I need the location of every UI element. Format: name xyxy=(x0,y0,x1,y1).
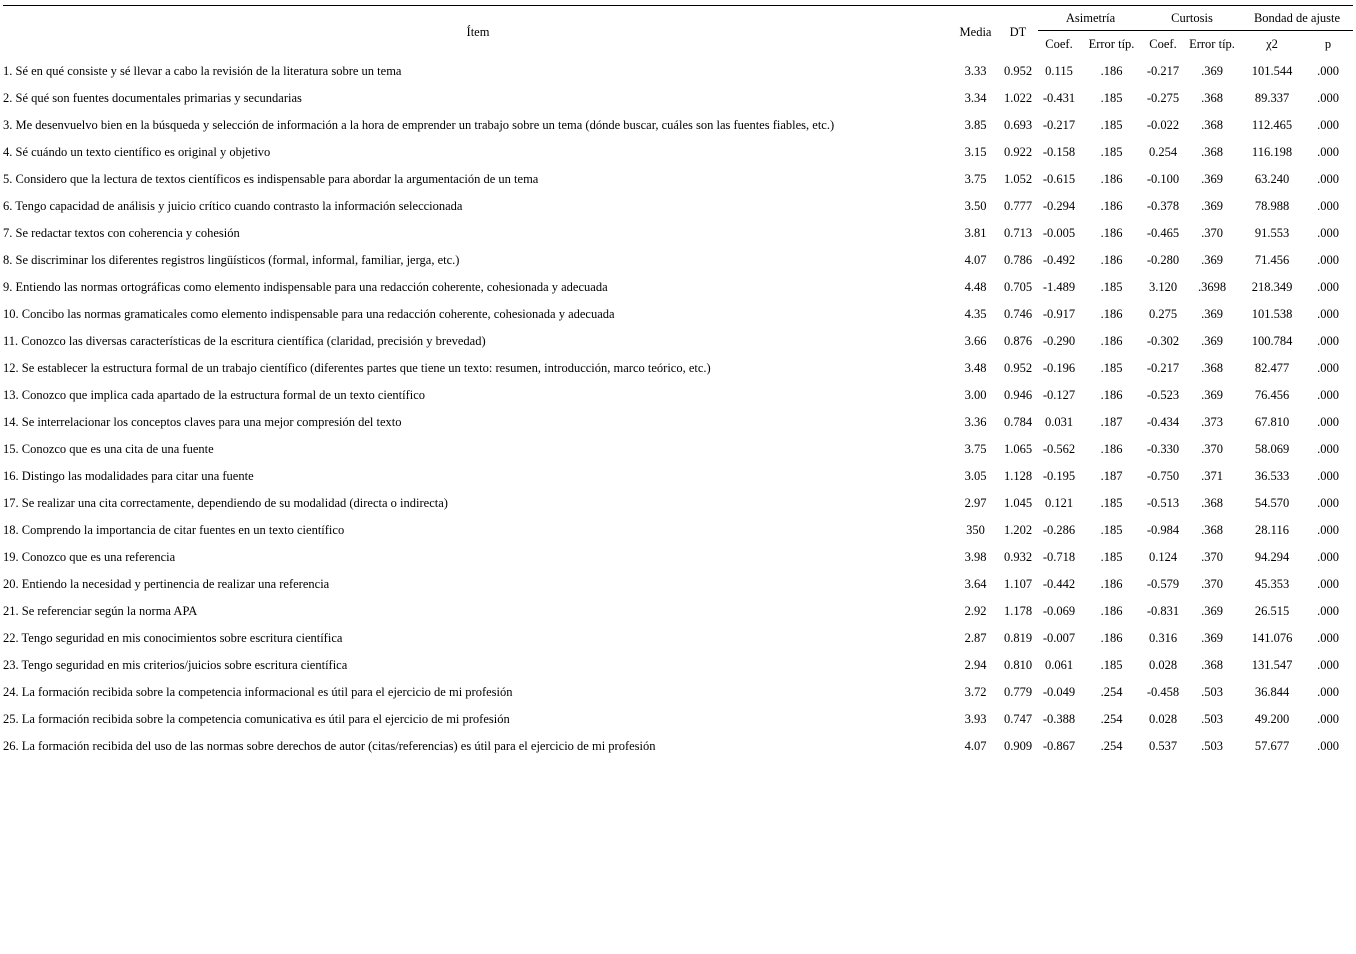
cell-dt: 1.107 xyxy=(1003,577,1033,591)
cell-asimetria-error: .186 xyxy=(1100,334,1123,348)
cell-chi2: 101.538 xyxy=(1251,307,1293,321)
cell-chi2: 67.810 xyxy=(1254,415,1290,429)
cell-curtosis-error: .371 xyxy=(1201,469,1223,483)
cell-curtosis-coef: -0.434 xyxy=(1146,415,1180,429)
cell-media: 3.66 xyxy=(964,334,987,348)
cell-asimetria-coef: -0.158 xyxy=(1042,145,1076,159)
header-item: Ítem xyxy=(3,6,953,59)
cell-media: 3.93 xyxy=(964,712,987,726)
cell-media: 3.85 xyxy=(964,118,987,132)
cell-p: .000 xyxy=(1317,91,1339,105)
cell-asimetria-error: .187 xyxy=(1100,469,1123,483)
cell-asimetria-coef: -0.867 xyxy=(1042,739,1076,753)
cell-chi2: 89.337 xyxy=(1254,91,1290,105)
cell-dt: 0.746 xyxy=(1003,307,1033,321)
cell-curtosis-error: .370 xyxy=(1201,577,1223,591)
cell-curtosis-error: .369 xyxy=(1201,199,1223,213)
cell-chi2: 91.553 xyxy=(1254,226,1290,240)
cell-chi2: 76.456 xyxy=(1254,388,1290,402)
cell-chi2: 101.544 xyxy=(1251,64,1293,78)
header-asimetria-coef: Coef. xyxy=(1045,37,1073,51)
cell-p: .000 xyxy=(1317,496,1339,510)
cell-curtosis-coef: 0.124 xyxy=(1148,550,1178,564)
cell-asimetria-error: .186 xyxy=(1100,226,1123,240)
cell-dt: 0.784 xyxy=(1003,415,1033,429)
cell-asimetria-coef: -0.069 xyxy=(1042,604,1076,618)
cell-asimetria-coef: -0.917 xyxy=(1042,307,1076,321)
cell-dt: 0.819 xyxy=(1003,631,1033,645)
table-row xyxy=(3,139,1353,166)
cell-dt: 0.810 xyxy=(1003,658,1033,672)
cell-asimetria-error: .185 xyxy=(1100,145,1123,159)
cell-p: .000 xyxy=(1317,442,1339,456)
cell-item: 5. Considero que la lectura de textos científicos es indispensable para abordar la argumentación de un tema xyxy=(3,172,539,186)
cell-asimetria-error: .186 xyxy=(1100,307,1123,321)
header-bondad-de-ajuste: Bondad de ajuste xyxy=(1241,6,1353,31)
cell-item: 3. Me desenvuelvo bien en la búsqueda y selección de información a la hora de emprender un trabajo sobre un tema (dónde buscar, cuáles son las fuentes fiables, etc.) xyxy=(3,118,835,132)
cell-curtosis-error: .369 xyxy=(1201,388,1223,402)
cell-curtosis-coef: 0.537 xyxy=(1148,739,1178,753)
cell-curtosis-error: .369 xyxy=(1201,253,1223,267)
table-row xyxy=(3,220,1353,247)
cell-curtosis-coef: -0.378 xyxy=(1146,199,1180,213)
cell-media: 3.00 xyxy=(964,388,987,402)
cell-item: 1. Sé en qué consiste y sé llevar a cabo la revisión de la literatura sobre un tema xyxy=(3,64,402,78)
cell-item: 12. Se establecer la estructura formal de un trabajo científico (diferentes partes que tiene un texto: resumen, introducción, marco teórico, etc.) xyxy=(3,361,711,375)
cell-dt: 1.128 xyxy=(1003,469,1033,483)
header-asimetria-error: Error típ. xyxy=(1088,37,1135,51)
cell-p: .000 xyxy=(1317,658,1339,672)
cell-asimetria-coef: -0.127 xyxy=(1042,388,1076,402)
table-row xyxy=(3,112,1353,139)
cell-asimetria-coef: -0.388 xyxy=(1042,712,1076,726)
cell-item: 14. Se interrelacionar los conceptos claves para una mejor compresión del texto xyxy=(3,415,402,429)
cell-chi2: 78.988 xyxy=(1254,199,1290,213)
cell-item: 9. Entiendo las normas ortográficas como elemento indispensable para una redacción coherente, cohesionada y adecuada xyxy=(3,280,608,294)
cell-curtosis-error: .370 xyxy=(1201,442,1223,456)
cell-media: 2.94 xyxy=(964,658,987,672)
cell-asimetria-coef: -0.492 xyxy=(1042,253,1076,267)
cell-item: 23. Tengo seguridad en mis criterios/juicios sobre escritura científica xyxy=(3,658,348,672)
cell-chi2: 100.784 xyxy=(1251,334,1293,348)
cell-curtosis-coef: -0.984 xyxy=(1146,523,1180,537)
cell-chi2: 57.677 xyxy=(1254,739,1290,753)
cell-asimetria-error: .186 xyxy=(1100,577,1123,591)
cell-p: .000 xyxy=(1317,226,1339,240)
cell-p: .000 xyxy=(1317,469,1339,483)
cell-p: .000 xyxy=(1317,577,1339,591)
cell-dt: 1.045 xyxy=(1003,496,1033,510)
table-row xyxy=(3,301,1353,328)
table-row xyxy=(3,463,1353,490)
cell-media: 3.81 xyxy=(964,226,987,240)
table-row xyxy=(3,706,1353,733)
cell-p: .000 xyxy=(1317,361,1339,375)
cell-asimetria-error: .185 xyxy=(1100,658,1123,672)
cell-curtosis-coef: -0.217 xyxy=(1146,64,1180,78)
cell-asimetria-error: .185 xyxy=(1100,361,1123,375)
cell-asimetria-error: .185 xyxy=(1100,91,1123,105)
cell-asimetria-coef: 0.031 xyxy=(1044,415,1074,429)
cell-media: 3.48 xyxy=(964,361,987,375)
cell-p: .000 xyxy=(1317,631,1339,645)
cell-asimetria-coef: 0.061 xyxy=(1044,658,1074,672)
table-row xyxy=(3,490,1353,517)
cell-curtosis-coef: 3.120 xyxy=(1148,280,1178,294)
cell-curtosis-coef: 0.254 xyxy=(1148,145,1178,159)
cell-curtosis-error: .503 xyxy=(1201,712,1223,726)
table-row xyxy=(3,571,1353,598)
cell-item: 21. Se referenciar según la norma APA xyxy=(3,604,198,618)
cell-p: .000 xyxy=(1317,604,1339,618)
cell-curtosis-error: .368 xyxy=(1201,658,1223,672)
cell-curtosis-coef: -0.100 xyxy=(1146,172,1180,186)
cell-asimetria-error: .186 xyxy=(1100,442,1123,456)
cell-item: 22. Tengo seguridad en mis conocimientos sobre escritura científica xyxy=(3,631,343,645)
cell-media: 4.07 xyxy=(964,253,987,267)
cell-asimetria-coef: -0.562 xyxy=(1042,442,1076,456)
cell-curtosis-error: .369 xyxy=(1201,631,1223,645)
table-row xyxy=(3,409,1353,436)
cell-asimetria-coef: -0.286 xyxy=(1042,523,1076,537)
cell-chi2: 26.515 xyxy=(1254,604,1290,618)
cell-item: 8. Se discriminar los diferentes registros lingüísticos (formal, informal, familiar, jerga, etc.) xyxy=(3,253,460,267)
cell-asimetria-error: .186 xyxy=(1100,199,1123,213)
table-body xyxy=(3,58,1353,760)
cell-asimetria-coef: -0.615 xyxy=(1042,172,1076,186)
cell-curtosis-coef: -0.022 xyxy=(1146,118,1180,132)
cell-p: .000 xyxy=(1317,739,1339,753)
cell-asimetria-error: .186 xyxy=(1100,604,1123,618)
cell-asimetria-error: .254 xyxy=(1100,739,1123,753)
table-row xyxy=(3,436,1353,463)
cell-curtosis-error: .369 xyxy=(1201,604,1223,618)
cell-chi2: 82.477 xyxy=(1254,361,1290,375)
cell-curtosis-error: .503 xyxy=(1201,685,1223,699)
cell-p: .000 xyxy=(1317,253,1339,267)
cell-chi2: 112.465 xyxy=(1251,118,1293,132)
cell-curtosis-coef: 0.275 xyxy=(1148,307,1178,321)
cell-dt: 0.952 xyxy=(1003,361,1033,375)
cell-asimetria-error: .185 xyxy=(1100,118,1123,132)
cell-item: 10. Concibo las normas gramaticales como elemento indispensable para una redacción coherente, cohesionada y adecuada xyxy=(3,307,615,321)
cell-media: 3.72 xyxy=(964,685,987,699)
cell-curtosis-error: .369 xyxy=(1201,172,1223,186)
cell-p: .000 xyxy=(1317,172,1339,186)
cell-curtosis-coef: -0.217 xyxy=(1146,361,1180,375)
table-row xyxy=(3,733,1353,760)
cell-chi2: 63.240 xyxy=(1254,172,1290,186)
header-p: p xyxy=(1324,37,1332,51)
cell-curtosis-coef: -0.750 xyxy=(1146,469,1180,483)
table-row xyxy=(3,355,1353,382)
cell-curtosis-error: .369 xyxy=(1201,64,1223,78)
cell-asimetria-error: .254 xyxy=(1100,712,1123,726)
cell-curtosis-coef: 0.028 xyxy=(1148,658,1178,672)
cell-item: 20. Entiendo la necesidad y pertinencia de realizar una referencia xyxy=(3,577,330,591)
table-row xyxy=(3,625,1353,652)
cell-asimetria-coef: -0.431 xyxy=(1042,91,1076,105)
cell-asimetria-error: .186 xyxy=(1100,388,1123,402)
cell-curtosis-error: .3698 xyxy=(1197,280,1227,294)
cell-curtosis-error: .370 xyxy=(1201,550,1223,564)
cell-media: 3.64 xyxy=(964,577,987,591)
cell-curtosis-coef: -0.465 xyxy=(1146,226,1180,240)
cell-curtosis-coef: -0.579 xyxy=(1146,577,1180,591)
cell-asimetria-coef: -0.007 xyxy=(1042,631,1076,645)
table-row xyxy=(3,85,1353,112)
cell-curtosis-coef: -0.280 xyxy=(1146,253,1180,267)
table-row xyxy=(3,652,1353,679)
cell-curtosis-coef: -0.458 xyxy=(1146,685,1180,699)
cell-curtosis-coef: -0.302 xyxy=(1146,334,1180,348)
cell-asimetria-coef: -0.049 xyxy=(1042,685,1076,699)
table-header xyxy=(3,6,1353,59)
cell-asimetria-error: .254 xyxy=(1100,685,1123,699)
cell-chi2: 131.547 xyxy=(1251,658,1293,672)
cell-p: .000 xyxy=(1317,118,1339,132)
header-asimetria: Asimetría xyxy=(1038,6,1143,31)
cell-item: 24. La formación recibida sobre la competencia informacional es útil para el ejercicio de mi profesión xyxy=(3,685,513,699)
cell-curtosis-coef: -0.330 xyxy=(1146,442,1180,456)
cell-chi2: 36.844 xyxy=(1254,685,1290,699)
cell-p: .000 xyxy=(1317,712,1339,726)
cell-dt: 1.202 xyxy=(1003,523,1033,537)
cell-item: 18. Comprendo la importancia de citar fuentes en un texto científico xyxy=(3,523,345,537)
header-chi2: χ2 xyxy=(1266,37,1278,51)
cell-item: 26. La formación recibida del uso de las normas sobre derechos de autor (citas/referencias) es útil para el ejercicio de mi profesión xyxy=(3,739,656,753)
cell-p: .000 xyxy=(1317,280,1339,294)
cell-item: 15. Conozco que es una cita de una fuente xyxy=(3,442,214,456)
cell-curtosis-error: .369 xyxy=(1201,334,1223,348)
table-row xyxy=(3,328,1353,355)
cell-chi2: 58.069 xyxy=(1254,442,1290,456)
cell-dt: 0.779 xyxy=(1003,685,1033,699)
cell-dt: 0.786 xyxy=(1003,253,1033,267)
cell-asimetria-error: .187 xyxy=(1100,415,1123,429)
cell-asimetria-coef: 0.121 xyxy=(1044,496,1074,510)
cell-asimetria-coef: -0.196 xyxy=(1042,361,1076,375)
cell-item: 4. Sé cuándo un texto científico es original y objetivo xyxy=(3,145,271,159)
cell-dt: 0.777 xyxy=(1003,199,1033,213)
cell-media: 3.36 xyxy=(964,415,987,429)
cell-media: 350 xyxy=(966,523,985,537)
cell-dt: 0.909 xyxy=(1003,739,1033,753)
cell-curtosis-error: .503 xyxy=(1201,739,1223,753)
cell-chi2: 94.294 xyxy=(1254,550,1290,564)
cell-dt: 1.052 xyxy=(1003,172,1033,186)
cell-media: 3.75 xyxy=(964,172,987,186)
cell-asimetria-error: .186 xyxy=(1100,253,1123,267)
cell-p: .000 xyxy=(1317,334,1339,348)
cell-media: 3.98 xyxy=(964,550,987,564)
cell-curtosis-error: .368 xyxy=(1201,361,1223,375)
cell-dt: 0.932 xyxy=(1003,550,1033,564)
cell-curtosis-coef: -0.831 xyxy=(1146,604,1180,618)
cell-curtosis-error: .369 xyxy=(1201,307,1223,321)
cell-chi2: 45.353 xyxy=(1254,577,1290,591)
cell-p: .000 xyxy=(1317,415,1339,429)
cell-asimetria-coef: -0.718 xyxy=(1042,550,1076,564)
cell-asimetria-coef: -0.195 xyxy=(1042,469,1076,483)
cell-asimetria-error: .186 xyxy=(1100,631,1123,645)
cell-curtosis-coef: -0.275 xyxy=(1146,91,1180,105)
header-curtosis-error: Error típ. xyxy=(1189,37,1235,51)
cell-asimetria-error: .185 xyxy=(1100,280,1123,294)
cell-asimetria-coef: 0.115 xyxy=(1045,64,1073,78)
cell-p: .000 xyxy=(1317,199,1339,213)
cell-dt: 0.946 xyxy=(1003,388,1033,402)
cell-asimetria-coef: -0.442 xyxy=(1042,577,1076,591)
cell-asimetria-error: .185 xyxy=(1100,550,1123,564)
cell-media: 2.92 xyxy=(964,604,987,618)
statistics-table xyxy=(3,5,1353,760)
cell-asimetria-error: .186 xyxy=(1100,64,1123,78)
cell-media: 3.50 xyxy=(964,199,987,213)
cell-curtosis-error: .368 xyxy=(1201,91,1223,105)
table-row xyxy=(3,166,1353,193)
table-row xyxy=(3,517,1353,544)
cell-chi2: 28.116 xyxy=(1255,523,1289,537)
cell-media: 3.15 xyxy=(964,145,987,159)
cell-asimetria-coef: -0.217 xyxy=(1042,118,1076,132)
cell-p: .000 xyxy=(1317,388,1339,402)
header-dt: DT xyxy=(998,6,1038,59)
cell-dt: 0.952 xyxy=(1003,64,1033,78)
cell-dt: 1.065 xyxy=(1003,442,1033,456)
cell-dt: 1.022 xyxy=(1003,91,1033,105)
cell-media: 3.05 xyxy=(964,469,987,483)
cell-asimetria-coef: -0.290 xyxy=(1042,334,1076,348)
cell-media: 2.97 xyxy=(964,496,987,510)
cell-p: .000 xyxy=(1317,685,1339,699)
cell-media: 3.33 xyxy=(964,64,987,78)
table-row xyxy=(3,193,1353,220)
cell-dt: 0.876 xyxy=(1003,334,1033,348)
header-curtosis: Curtosis xyxy=(1143,6,1241,31)
cell-dt: 0.705 xyxy=(1003,280,1033,294)
cell-item: 16. Distingo las modalidades para citar una fuente xyxy=(3,469,254,483)
header-curtosis-coef: Coef. xyxy=(1149,37,1177,51)
cell-media: 2.87 xyxy=(964,631,987,645)
cell-asimetria-error: .186 xyxy=(1100,172,1123,186)
cell-item: 19. Conozco que es una referencia xyxy=(3,550,176,564)
cell-chi2: 54.570 xyxy=(1254,496,1290,510)
header-media: Media xyxy=(953,6,998,59)
cell-curtosis-coef: -0.513 xyxy=(1146,496,1180,510)
table-row xyxy=(3,274,1353,301)
cell-dt: 0.922 xyxy=(1003,145,1033,159)
cell-asimetria-coef: -0.005 xyxy=(1042,226,1076,240)
cell-asimetria-coef: -1.489 xyxy=(1042,280,1076,294)
cell-chi2: 116.198 xyxy=(1251,145,1293,159)
cell-media: 3.75 xyxy=(964,442,987,456)
cell-asimetria-coef: -0.294 xyxy=(1042,199,1076,213)
cell-chi2: 36.533 xyxy=(1254,469,1290,483)
cell-item: 11. Conozco las diversas características de la escritura científica (claridad, precisión y brevedad) xyxy=(3,334,486,348)
cell-media: 4.48 xyxy=(964,280,987,294)
cell-curtosis-error: .370 xyxy=(1201,226,1223,240)
cell-curtosis-error: .368 xyxy=(1201,523,1223,537)
cell-chi2: 218.349 xyxy=(1251,280,1293,294)
table-row xyxy=(3,598,1353,625)
cell-p: .000 xyxy=(1317,550,1339,564)
cell-chi2: 49.200 xyxy=(1254,712,1290,726)
cell-curtosis-coef: -0.523 xyxy=(1146,388,1180,402)
table-row xyxy=(3,247,1353,274)
cell-asimetria-error: .185 xyxy=(1100,496,1123,510)
cell-curtosis-error: .368 xyxy=(1201,496,1223,510)
cell-media: 4.35 xyxy=(964,307,987,321)
table-row xyxy=(3,679,1353,706)
cell-curtosis-error: .373 xyxy=(1201,415,1223,429)
cell-p: .000 xyxy=(1317,64,1339,78)
cell-p: .000 xyxy=(1317,145,1339,159)
cell-media: 3.34 xyxy=(964,91,987,105)
cell-p: .000 xyxy=(1317,523,1339,537)
cell-item: 6. Tengo capacidad de análisis y juicio crítico cuando contrasto la información seleccionada xyxy=(3,199,463,213)
cell-curtosis-coef: 0.028 xyxy=(1148,712,1178,726)
cell-item: 13. Conozco que implica cada apartado de la estructura formal de un texto científico xyxy=(3,388,426,402)
cell-dt: 0.713 xyxy=(1003,226,1033,240)
cell-dt: 1.178 xyxy=(1003,604,1033,618)
cell-chi2: 141.076 xyxy=(1251,631,1293,645)
cell-item: 7. Se redactar textos con coherencia y cohesión xyxy=(3,226,240,240)
table-row xyxy=(3,544,1353,571)
cell-item: 17. Se realizar una cita correctamente, dependiendo de su modalidad (directa o indirecta) xyxy=(3,496,448,510)
cell-media: 4.07 xyxy=(964,739,987,753)
cell-item: 25. La formación recibida sobre la competencia comunicativa es útil para el ejercicio de mi profesión xyxy=(3,712,510,726)
cell-asimetria-error: .185 xyxy=(1100,523,1123,537)
cell-curtosis-error: .368 xyxy=(1201,145,1223,159)
cell-chi2: 71.456 xyxy=(1254,253,1290,267)
cell-p: .000 xyxy=(1317,307,1339,321)
table-row xyxy=(3,58,1353,85)
cell-curtosis-error: .368 xyxy=(1201,118,1223,132)
cell-item: 2. Sé qué son fuentes documentales primarias y secundarias xyxy=(3,91,302,105)
cell-curtosis-coef: 0.316 xyxy=(1148,631,1178,645)
cell-dt: 0.747 xyxy=(1003,712,1033,726)
cell-dt: 0.693 xyxy=(1003,118,1033,132)
table-row xyxy=(3,382,1353,409)
